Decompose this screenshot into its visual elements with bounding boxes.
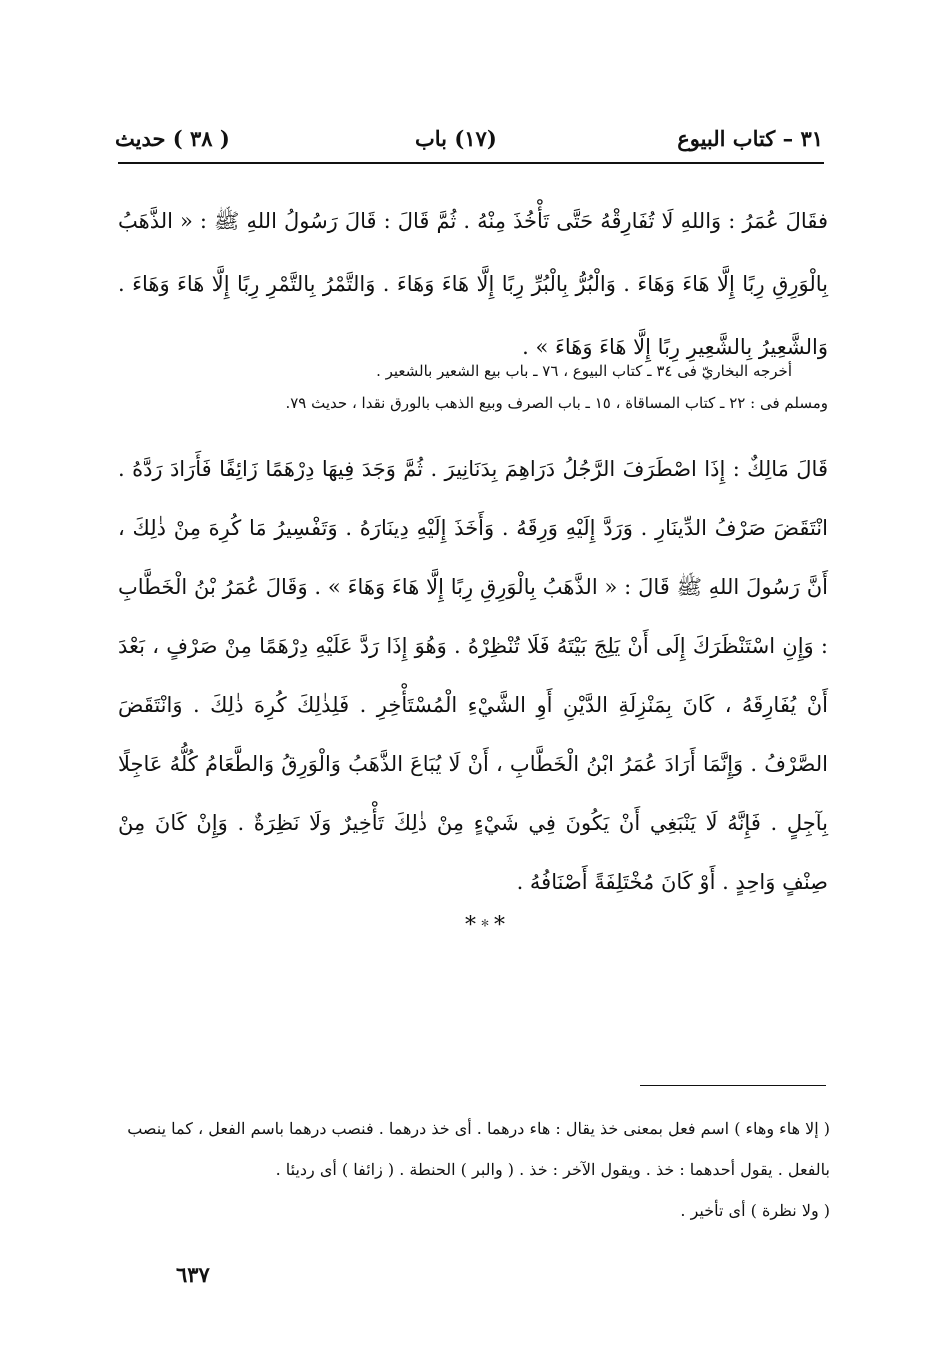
section-ornament: *﹡*: [464, 913, 503, 938]
footnote-line: بالفعل . يقول أحدهما : خذ . ويقول الآخر : خذ . ( والبر ) الحنطة . ( زائفا ) أى رديئا .: [275, 1160, 830, 1179]
page-number: ٦٣٧: [176, 1262, 210, 1287]
book-title: ٣١ – كتاب البيوع: [677, 126, 823, 151]
footnote-line: ( ولا نظرة ) أى تأخير .: [680, 1201, 830, 1220]
page-header: [115, 120, 823, 160]
footnote-divider: [640, 1085, 826, 1086]
hadith-text: فقَالَ عُمَرُ : وَاللهِ لَا تُفَارِقْهُ حَتَّى تَأْخُذَ مِنْهُ . ثُمَّ قَالَ : قَالَ رَسُولُ اللهِ ﷺ : « الذَّهَبُ بِالْوَرِقِ رِبًا إِلَّا هَاءَ وَهَاءَ . وَالْبُرُّ بِالْبُرِّ رِبًا إِلَّا هَاءَ وَهَاءَ . وَالتَّمْرُ بِالتَّمْرِ رِبًا إِلَّا هَاءَ وَهَاءَ . وَالشَّعِيرُ بِالشَّعِيرِ رِبًا إِلَّا هَاءَ وَهَاءَ » .: [118, 209, 828, 359]
footnote-line: ( إلا هاء وهاء ) اسم فعل بمعنى خذ يقال : هاء درهما . أى خذ درهما . فنصب درهما باسم الفعل ، كما ينصب: [127, 1119, 830, 1138]
chapter-label: (١٧) باب: [415, 126, 497, 151]
hadith-number: ( ٣٨ ) حديث: [115, 126, 230, 151]
reference-muslim: ومسلم فى : ٢٢ ـ كتاب المساقاة ، ١٥ ـ باب الصرف وبيع الذهب بالورق نقدا ، حديث ٧٩.: [285, 394, 828, 412]
header-divider: [118, 162, 824, 164]
footnotes: [118, 1108, 830, 1231]
reference-notes: [118, 355, 828, 419]
malik-commentary: قَالَ مَالِكٌ : إِذَا اصْطَرَفَ الرَّجُلُ دَرَاهِمَ بِدَنَانِيرَ . ثُمَّ وَجَدَ فِيهَا دِرْهَمًا زَائِفًا فَأَرَادَ رَدَّهُ . انْتَقَضَ صَرْفُ الدِّينَارِ . وَرَدَّ إِلَيْهِ وَرِقَهُ . وَأَخَذَ إِلَيْهِ دِينَارَهُ . وَتَفْسِيرُ مَا كُرِهَ مِنْ ذٰلِكَ ، أَنَّ رَسُولَ اللهِ ﷺ قَالَ : « الذَّهَبُ بِالْوَرِقِ رِبًا إِلَّا هَاءَ وَهَاءَ » . وَقَالَ عُمَرُ بْنُ الْخَطَّابِ : وَإِنِ اسْتَنْظَرَكَ إِلَى أَنْ يَلِجَ بَيْتَهُ فَلَا تُنْظِرْهُ . وَهُوَ إِذَا رَدَّ عَلَيْهِ دِرْهَمًا مِنْ صَرْفٍ ، بَعْدَ أَنْ يُفَارِقَهُ ، كَانَ بِمَنْزِلَةِ الدَّيْنِ أَوِ الشَّيْءِ الْمُسْتَأْخِرِ . فَلِذٰلِكَ كُرِهَ ذٰلِكَ . وَانْتَقَضَ الصَّرْفُ . وَإِنَّمَا أَرَادَ عُمَرُ ابْنُ الْخَطَّابِ ، أَنْ لَا يُبَاعَ الذَّهَبُ وَالْوَرِقُ وَالطَّعَامُ كُلُّهُ عَاجِلًا بِآجِلٍ . فَإِنَّهُ لَا يَنْبَغِي أَنْ يَكُونَ فِي شَيْءٍ مِنْ ذٰلِكَ تَأْخِيرٌ وَلَا نَظِرَةٌ . وَإِنْ كَانَ مِنْ صِنْفٍ وَاحِدٍ . أَوْ كَانَ مُخْتَلِفَةً أَصْنَافُهُ .: [118, 457, 828, 894]
reference-bukhari: أخرجه البخاريّ فى ٣٤ ـ كتاب البيوع ، ٧٦ ـ باب بيع الشعير بالشعير .: [376, 362, 792, 380]
